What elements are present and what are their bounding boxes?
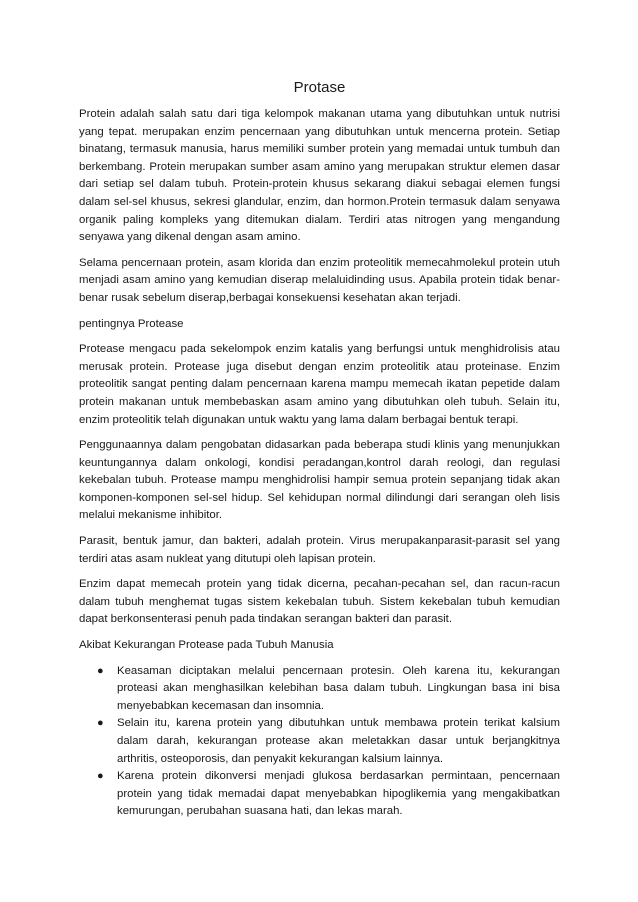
- intro-paragraph: Protein adalah salah satu dari tiga kelompok makanan utama yang dibutuhkan untuk nutrisi yang tepat. merupakan enzim pencernaan yang dibutuhkan untuk mencerna protein. Setiap binatang, termasuk manusia, harus memiliki sumber protein yang memadai untuk tumbuh dan berkembang. Protein merupakan sumber asam amino yang merupakan struktur elemen dasar dari setiap sel dalam tubuh. Protein-protein khusus sekarang diakui sebagai elemen fungsi dalam sel-sel khusus, sekresi glandular, enzim, dan hormon.Protein termasuk dalam senyawa organik paling kompleks yang ditemukan dialam. Terdiri atas nitrogen yang mengandung senyawa yang dikenal dengan asam amino.: [79, 108, 560, 244]
- list-item-text: Selain itu, karena protein yang dibutuhkan untuk membawa protein terikat kalsium dalam darah, kekurangan protease akan meletakkan dasar untuk berjangkitnya arthritis, osteoporosis, dan penyakit kekurangan kalsium lainnya.: [117, 717, 560, 765]
- list-item: [79, 715, 560, 768]
- document-page: [79, 78, 560, 821]
- list-item-text: Keasaman diciptakan melalui pencernaan protesin. Oleh karena itu, kekurangan proteasi akan menghasilkan kelebihan basa dalam tubuh. Lingkungan basa ini bisa menyebabkan kecemasan dan insomnia.: [117, 664, 560, 712]
- protease-definition-paragraph: Protease mengacu pada sekelompok enzim katalis yang berfungsi untuk menghidrolisis atau merusak protein. Protease juga disebut dengan enzim proteolitik atau proteinase. Enzim proteolitik sangat penting dalam pencernaan karena mampu memecah ikatan pepetide dalam protein makanan untuk membebaskan asam amino yang dibutuhkan oleh tubuh. Selain itu, enzim proteolitik telah digunakan untuk waktu yang lama dalam berbagai bentuk terapi.: [79, 343, 560, 426]
- list-item-text: Karena protein dikonversi menjadi glukosa berdasarkan permintaan, pencernaan protein yang tidak memadai dapat menyebabkan hipoglikemia yang mengakibatkan kemurungan, perubahan suasana hati, dan lekas marah.: [117, 770, 560, 818]
- clinical-use-paragraph: Penggunaannya dalam pengobatan didasarkan pada beberapa studi klinis yang menunjukkan keuntungannya dalam onkologi, kondisi peradangan,kontrol darah reologi, dan regulasi kekebalan tubuh. Protease mampu menghidrolisi hampir semua protein sepanjang tidak akan komponen-komponen sel-sel hidup. Sel kehidupan normal dilindungi dari serangan oleh lisis melalui mekanisme inhibitor.: [79, 439, 560, 522]
- parasite-paragraph: Parasit, bentuk jamur, dan bakteri, adalah protein. Virus merupakanparasit-parasit sel yang terdiri atas asam nukleat yang ditutupi oleh lapisan protein.: [79, 535, 560, 565]
- bullet-icon: ●: [97, 717, 104, 730]
- bullet-icon: ●: [97, 770, 104, 783]
- enzyme-immune-paragraph: Enzim dapat memecah protein yang tidak dicerna, pecahan-pecahan sel, dan racun-racun dalam tubuh menghemat tugas sistem kekebalan tubuh. Sistem kekebalan tubuh kemudian dapat berkonsenterasi penuh pada tindakan serangan bakteri dan parasit.: [79, 578, 560, 626]
- document-title: Protase: [293, 79, 346, 96]
- section-heading-deficiency: Akibat Kekurangan Protease pada Tubuh Manusia: [79, 639, 334, 652]
- bullet-icon: ●: [97, 664, 104, 677]
- deficiency-list: [79, 663, 560, 821]
- list-item: [79, 663, 560, 716]
- digestion-paragraph: Selama pencernaan protein, asam klorida dan enzim proteolitik memecahmolekul protein utuh menjadi asam amino yang kemudian diserap melaluidinding usus. Apabila protein tidak benar-benar rusak sebelum diserap,berbagai konsekuensi kesehatan akan terjadi.: [79, 256, 560, 304]
- section-heading-importance: pentingnya Protease: [79, 317, 184, 330]
- list-item: [79, 768, 560, 821]
